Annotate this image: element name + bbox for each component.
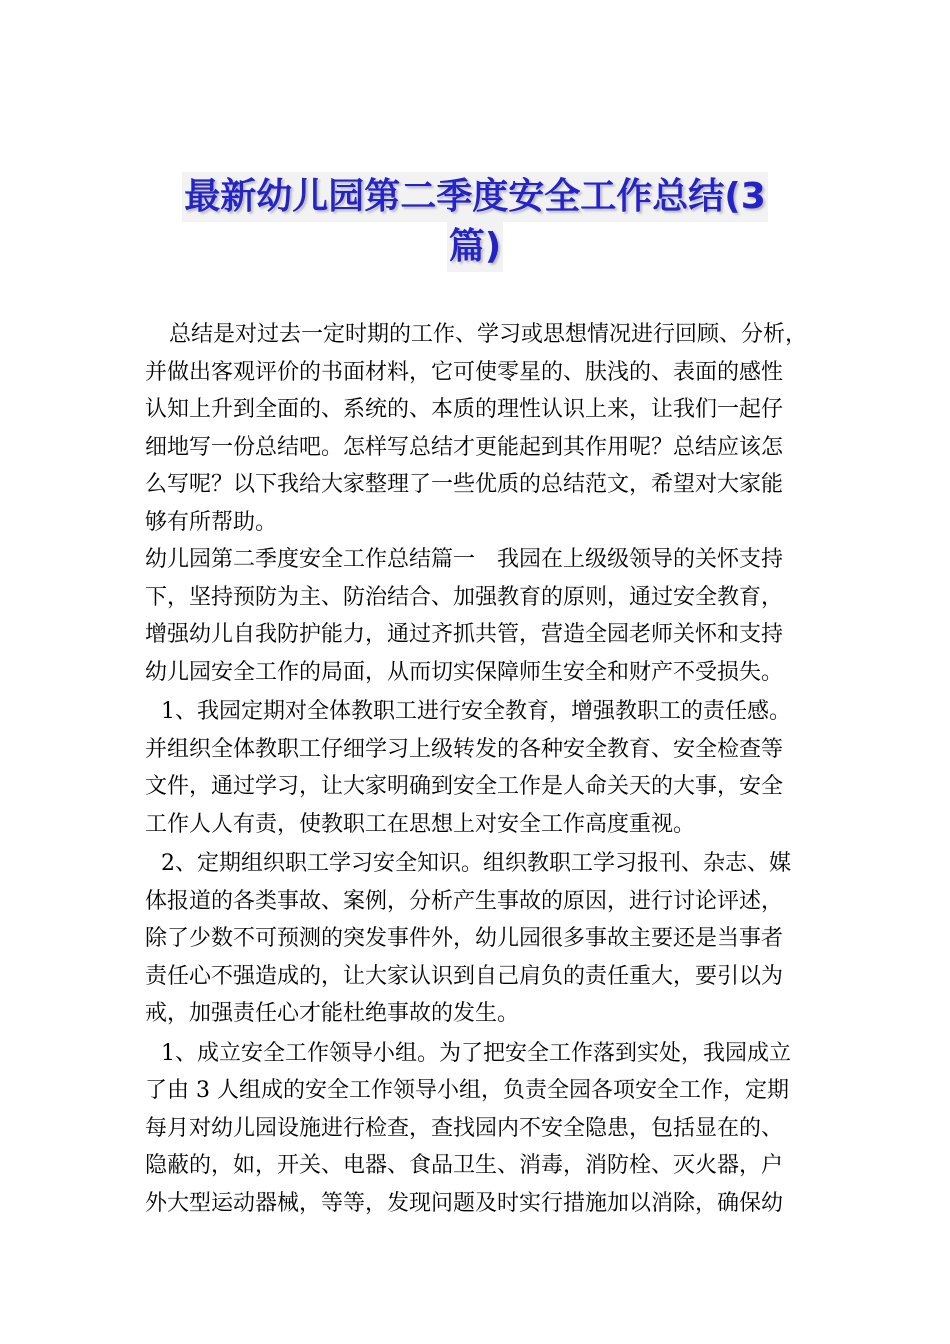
section-heading-line: 幼儿园第二季度安全工作总结篇一 我园在上级级领导的关怀支持 (145, 547, 784, 572)
body-line: 2、定期组织职工学习安全知识。组织教职工学习报刊、杂志、媒 (161, 851, 791, 876)
body-line: 幼儿园安全工作的局面，从而切实保障师生安全和财产不受损失。 (145, 659, 784, 685)
body-line: 除了少数不可预测的突发事件外，幼儿园很多事故主要还是当事者 (145, 926, 784, 951)
body-line: 工作人人有责，使教职工在思想上对安全工作高度重视。 (145, 811, 696, 837)
body-line: 认知上升到全面的、系统的、本质的理性认识上来，让我们一起仔 (145, 397, 784, 422)
body-line: 外大型运动器械，等等，发现问题及时实行措施加以消除，确保幼 (145, 1190, 784, 1216)
body-line: 隐蔽的，如，开关、电器、食品卫生、消毒，消防栓、灭火器，户 (145, 1153, 784, 1178)
body-line: 够有所帮助。 (145, 509, 278, 535)
body-line: 下，坚持预防为主、防治结合、加强教育的原则，通过安全教育， (145, 584, 784, 610)
body-line: 责任心不强造成的，让大家认识到自己肩负的责任重大，要引以为 (145, 963, 784, 989)
body-line: 每月对幼儿园设施进行检查，查找园内不安全隐患，包括显在的、 (145, 1115, 784, 1141)
body-line: 1、我园定期对全体教职工进行安全教育，增强教职工的责任感。 (161, 699, 791, 724)
body-line: 了由 3 人组成的安全工作领导小组，负责全园各项安全工作，定期 (145, 1078, 789, 1103)
title-line-1: 最新幼儿园第二季度安全工作总结(3 (182, 172, 768, 222)
body-line: 么写呢？以下我给大家整理了一些优质的总结范文，希望对大家能 (145, 472, 784, 497)
body-line: 总结是对过去一定时期的工作、学习或思想情况进行回顾、分析， (169, 322, 808, 347)
document-title (120, 172, 830, 272)
title-line-2: 篇) (447, 222, 503, 272)
body-line: 细地写一份总结吧。怎样写总结才更能起到其作用呢？总结应该怎 (145, 434, 784, 460)
body-line: 并做出客观评价的书面材料，它可使零星的、肤浅的、表面的感性 (145, 359, 784, 385)
body-line: 戒，加强责任心才能杜绝事故的发生。 (145, 1001, 520, 1026)
body-line: 1、成立安全工作领导小组。为了把安全工作落到实处，我园成立 (161, 1040, 791, 1066)
body-line: 体报道的各类事故、案例，分析产生事故的原因，进行讨论评述， (145, 888, 784, 914)
body-line: 增强幼儿自我防护能力，通过齐抓共管，营造全园老师关怀和支持 (145, 622, 784, 647)
body-line: 并组织全体教职工仔细学习上级转发的各种安全教育、安全检查等 (145, 736, 784, 762)
document-body (145, 316, 815, 1222)
body-line: 文件，通过学习，让大家明确到安全工作是人命关天的大事，安全 (145, 774, 784, 799)
